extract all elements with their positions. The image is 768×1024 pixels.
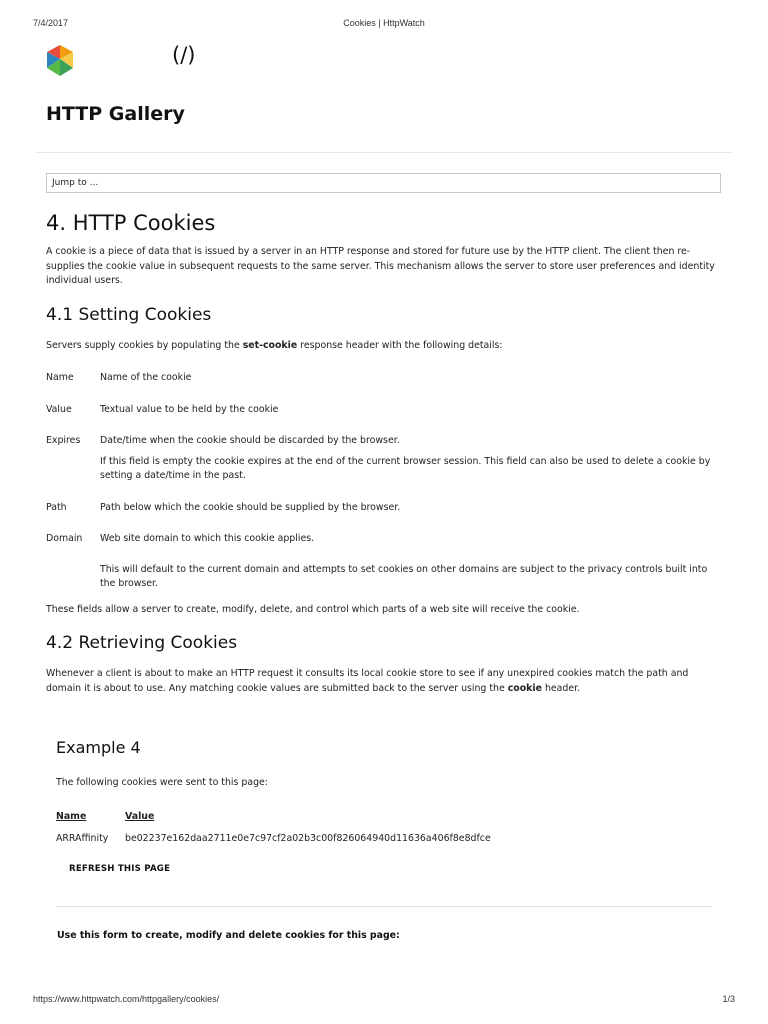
print-page-number: 1/3 (722, 994, 735, 1004)
setting-intro-post: response header with the following details: (297, 339, 503, 351)
field-path-row (46, 501, 724, 516)
cookie-value-cell: be02237e162daa2711e0e7c97cf2a02b3c00f826064940d11636a406f8e8dfce (125, 833, 491, 844)
print-url: https://www.httpwatch.com/httpgallery/cookies/ (33, 994, 220, 1004)
section-heading: 4. HTTP Cookies (46, 211, 216, 235)
site-title: HTTP Gallery (46, 103, 185, 125)
httpwatch-logo-icon[interactable] (42, 43, 78, 79)
print-date: 7/4/2017 (33, 18, 69, 28)
home-link[interactable]: (/) (172, 43, 196, 67)
field-desc: Name of the cookie (100, 372, 192, 383)
field-value-row (46, 403, 724, 418)
header-divider (36, 152, 732, 153)
field-desc: Path below which the cookie should be supplied by the browser. (100, 501, 401, 513)
cookie-table-header (56, 810, 716, 824)
section-intro: A cookie is a piece of data that is issued by a server in an HTTP response and stored for future use by the HTTP client. The client then re-supplies the cookie value in subsequent requests to the same server. This mechanism allows the server to store user preferences and identity individual users. (46, 246, 715, 286)
jump-to-select[interactable]: Jump to ... (46, 173, 721, 193)
setting-intro-pre: Servers supply cookies by populating the (46, 339, 243, 351)
field-desc: Textual value to be held by the cookie (100, 403, 279, 415)
refresh-page-button[interactable]: REFRESH THIS PAGE (69, 864, 171, 874)
field-term: Path (46, 501, 67, 513)
column-header-value: Value (125, 811, 155, 822)
field-term: Domain (46, 533, 83, 544)
cookie-keyword: cookie (507, 682, 542, 694)
field-desc: Date/time when the cookie should be discarded by the browser. (100, 435, 400, 446)
table-row (56, 832, 716, 846)
field-domain-row (46, 532, 724, 592)
setting-cookies-heading: 4.1 Setting Cookies (46, 304, 212, 325)
field-term: Value (46, 403, 72, 415)
retrieving-cookies-text (46, 667, 724, 696)
cookie-field-list (46, 371, 724, 592)
cookie-form-note: Use this form to create, modify and delete cookies for this page: (57, 930, 400, 941)
retrieving-cookies-heading: 4.2 Retrieving Cookies (46, 633, 238, 653)
field-term: Name (46, 372, 74, 383)
example-intro: The following cookies were sent to this page: (56, 777, 268, 788)
field-note: This will default to the current domain and attempts to set cookies on other domains are subject to the privacy controls built into the browser. (100, 563, 708, 589)
field-note: If this field is empty the cookie expires at the end of the current browser session. This field can also be used to delete a cookie by setting a date/time in the past. (100, 455, 711, 481)
setting-cookies-intro (46, 339, 724, 354)
field-name-row (46, 371, 724, 386)
retrieving-text-post: header. (541, 682, 581, 694)
example-divider (56, 906, 712, 907)
example-heading: Example 4 (56, 738, 141, 757)
column-header-name: Name (56, 811, 87, 822)
retrieving-text-pre: Whenever a client is about to make an HTTP request it consults its local cookie store to see if any unexpired cookies match the path and domain it is about to use. Any matching cookie values are submitted back to the server using the (46, 668, 689, 694)
setting-cookies-outro: These fields allow a server to create, modify, delete, and control which parts of a web site will receive the cookie. (46, 603, 580, 615)
cookie-name-cell: ARRAffinity (56, 833, 109, 844)
cookie-table (56, 810, 716, 846)
print-page-title: Cookies | HttpWatch (343, 18, 425, 28)
main-content (46, 207, 724, 706)
field-term: Expires (46, 435, 81, 446)
set-cookie-keyword: set-cookie (242, 339, 298, 351)
field-expires-row (46, 434, 724, 484)
example-panel (56, 738, 716, 875)
field-desc: Web site domain to which this cookie applies. (100, 533, 315, 544)
